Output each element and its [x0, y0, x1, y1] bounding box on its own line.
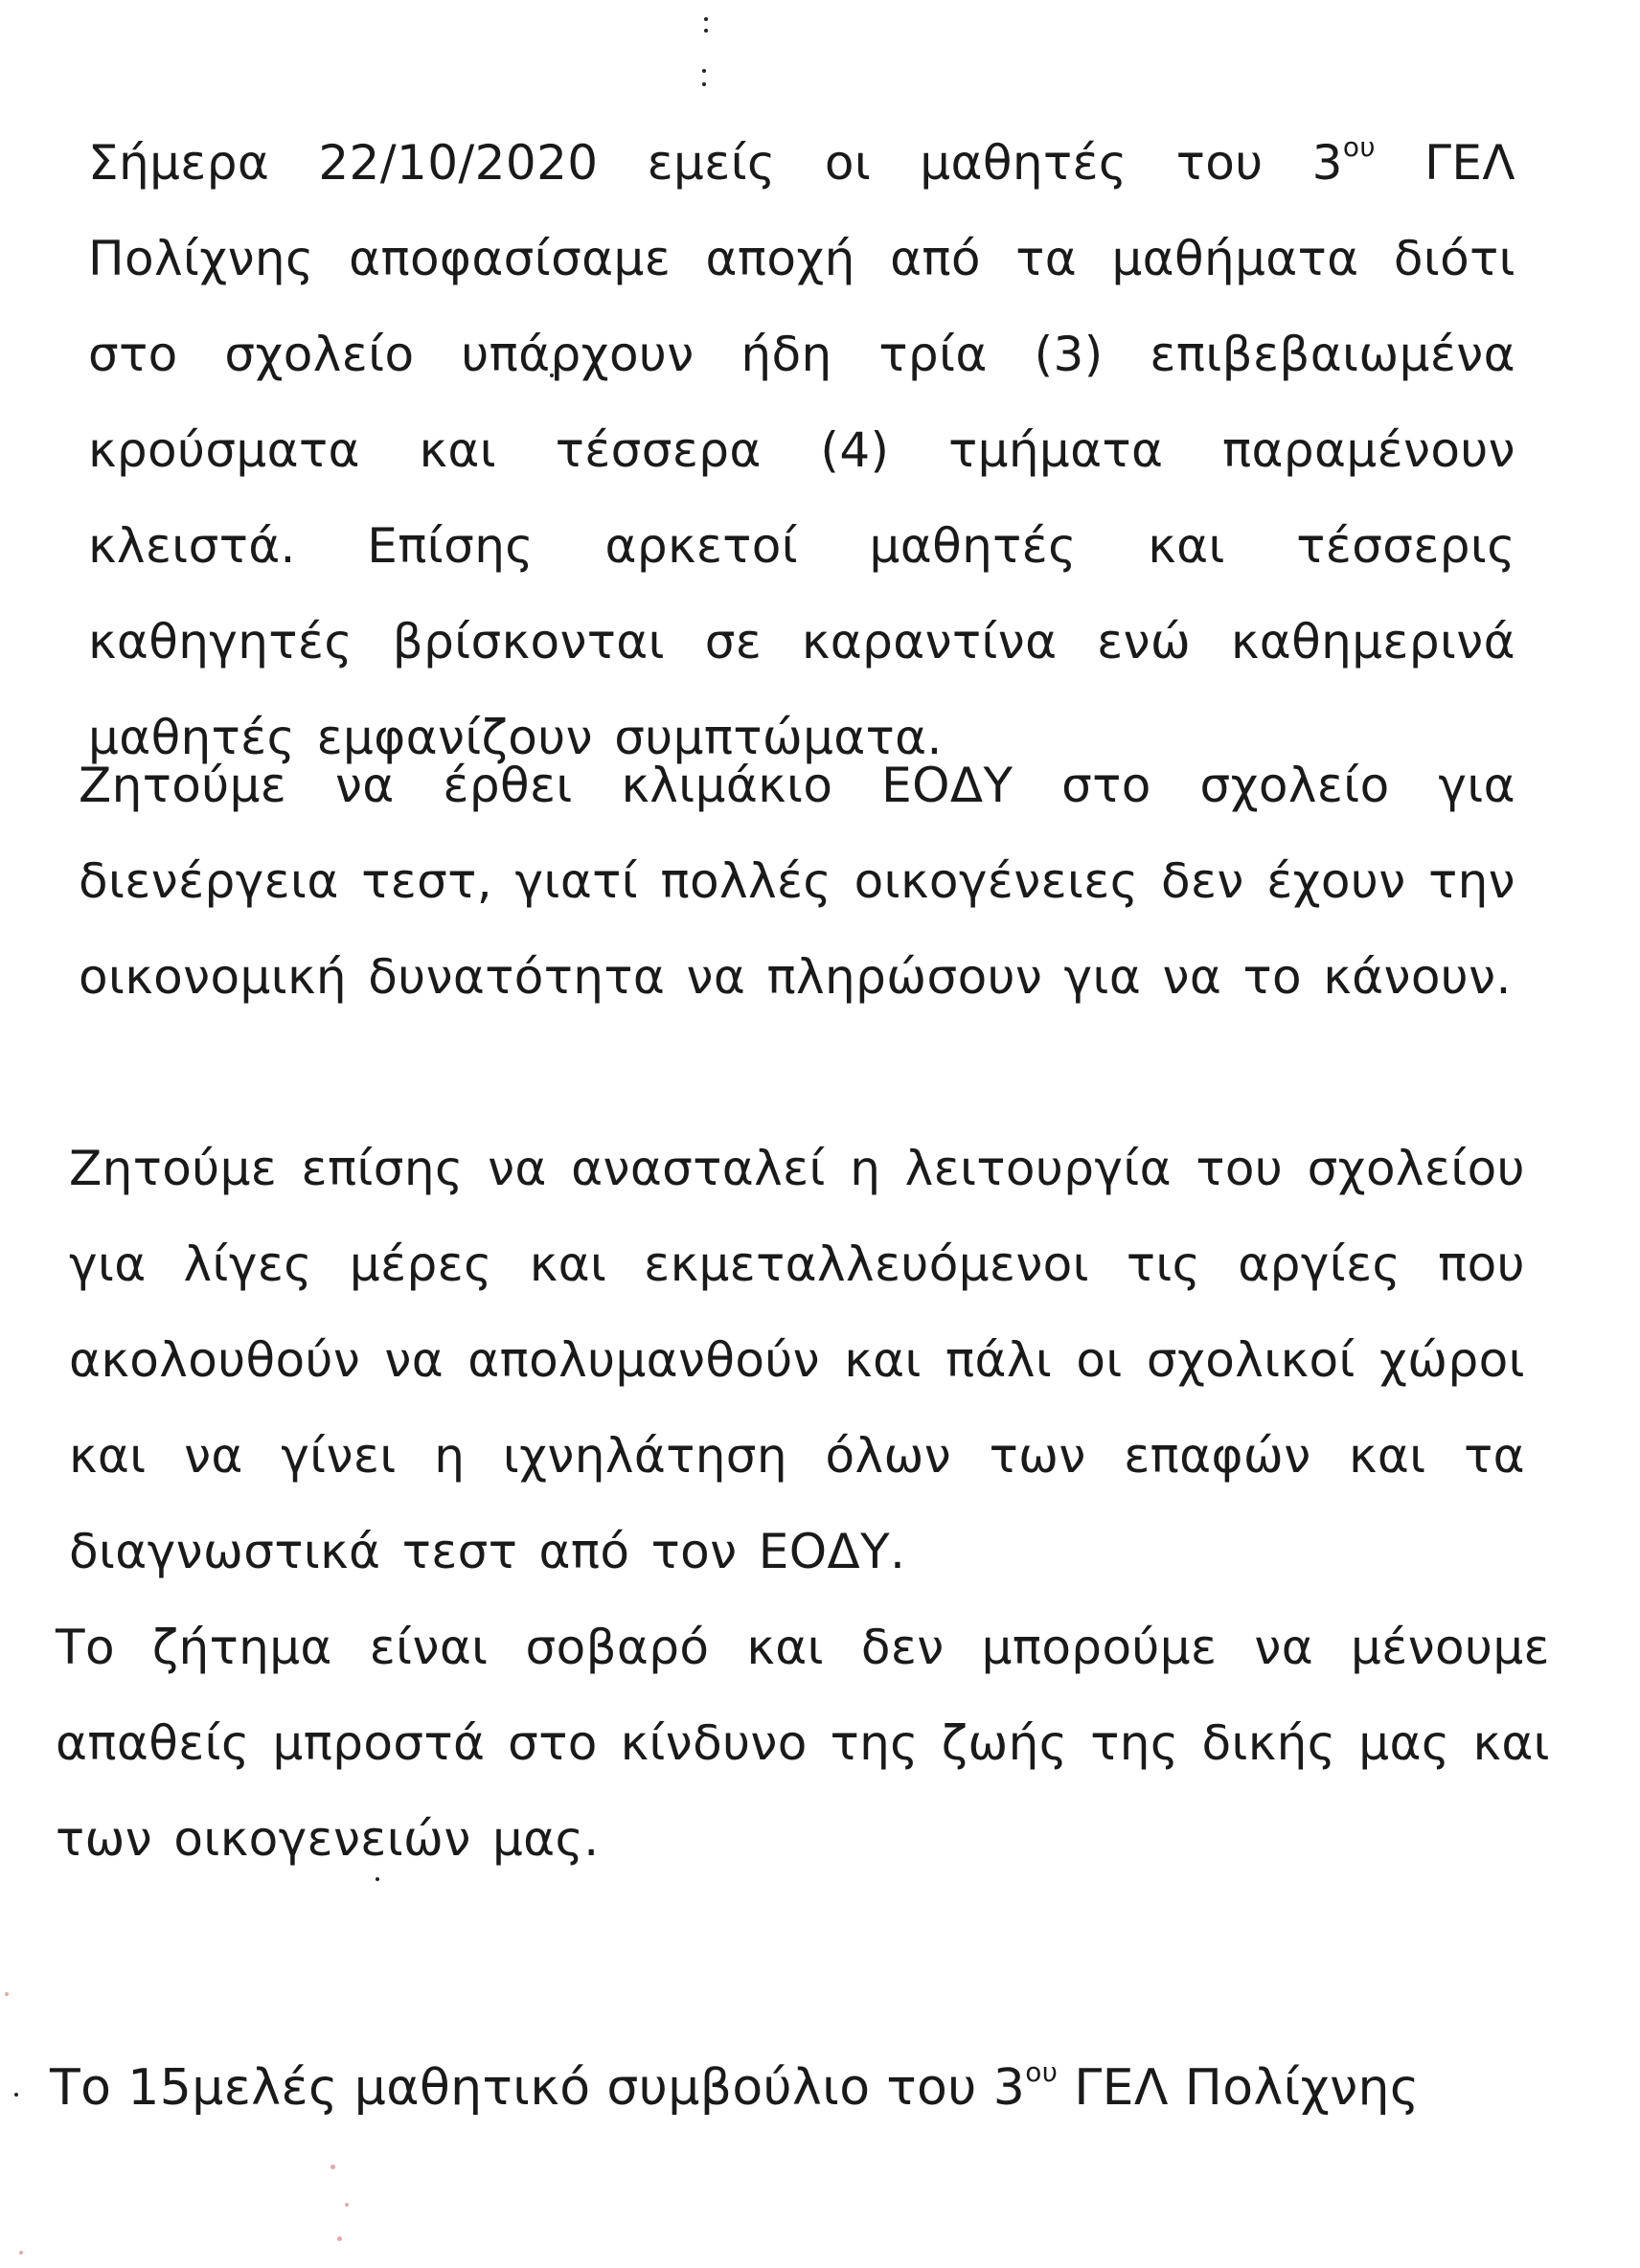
- scan-stain: [345, 2203, 349, 2207]
- paragraph-closing-statement: Το ζήτημα είναι σοβαρό και δεν μπορούμε να μένουμε απαθείς μπροστά στο κίνδυνο της ζωής της δικής μας και των οικογενειών μας.: [56, 1620, 1550, 1867]
- scan-speck: [704, 17, 708, 21]
- scan-speck: [702, 69, 706, 73]
- ordinal-superscript: ου: [1342, 131, 1377, 164]
- paragraph-abstention-announcement: [88, 115, 1515, 785]
- scan-speck: [704, 29, 708, 33]
- scan-stain: [19, 2251, 23, 2255]
- signature-text: ΓΕΛ Πολίχνης: [1058, 2059, 1420, 2117]
- paragraph-suspension-request: Ζητούμε επίσης να ανασταλεί η λειτουργία του σχολείου για λίγες μέρες και εκμεταλλευόμενοι τις αργίες που ακολουθούν να απολυμανθούν και πάλι οι σχολικοί χώροι και να γίνει η ιχνηλάτηση όλων των επαφών και τα διαγνωστικά τεστ από τον ΕΟΔΥ.: [69, 1141, 1525, 1579]
- scan-stain: [5, 1992, 9, 1996]
- scan-speck: [702, 82, 706, 86]
- scan-stain: [330, 2165, 335, 2169]
- scan-speck: [14, 2093, 18, 2097]
- scan-stain: [337, 2236, 342, 2241]
- signature-text: Το 15μελές μαθητικό συμβούλιο του 3: [50, 2059, 1026, 2117]
- signature-line: [50, 2050, 1583, 2126]
- paragraph-text: ΓΕΛ Πολίχνης αποφασίσαμε αποχή από τα μαθήματα διότι στο σχολείο υπάρχουν ήδη τρία (3) επιβεβαιωμένα κρούσματα και τέσσερα (4) τμήματα παραμένουν κλειστά. Επίσης αρκετοί μαθητές και τέσσερις καθηγητές βρίσκονται σε καραντίνα ενώ καθημερινά μαθητές εμφανίζουν συμπτώματα.: [88, 135, 1515, 765]
- paragraph-testing-request: Ζητούμε να έρθει κλιμάκιο ΕΟΔΥ στο σχολείο για διενέργεια τεστ, γιατί πολλές οικογένειες δεν έχουν την οικονομική δυνατότητα να πληρώσουν για να το κάνουν.: [79, 758, 1515, 1005]
- paragraph-text: Σήμερα 22/10/2020 εμείς οι μαθητές του 3: [88, 135, 1343, 191]
- ordinal-superscript: ου: [1025, 2055, 1059, 2088]
